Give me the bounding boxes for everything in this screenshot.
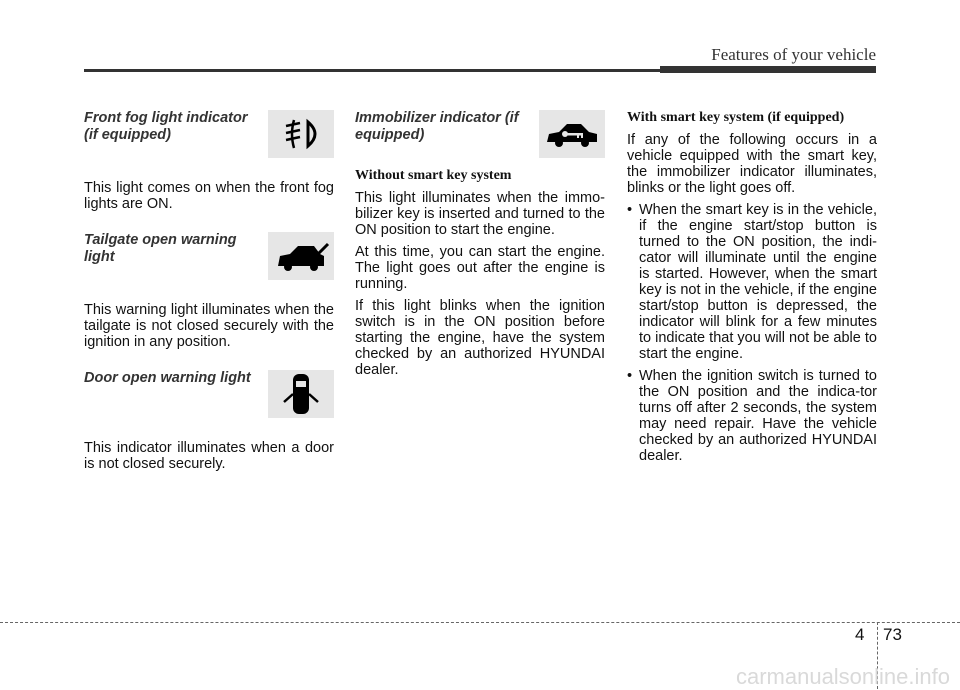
page-number: 73 [883,625,902,644]
immobilizer-car-key-icon [539,110,605,158]
list-item [627,368,877,464]
bullet-icon: • [627,368,633,384]
tailgate-body: This warning light illuminates when the tailgate is not closed securely with the ignition in any position. [84,302,334,350]
fog-title: Front fog light indicator (if equipped) [84,110,248,143]
bullet-icon: • [627,202,633,218]
tailgate-open-icon [268,232,334,280]
fog-body: This light comes on when the front fog lights are ON. [84,180,334,212]
immobilizer-p3: If this light blinks when the ignition switch is in the ON position before starting the engine, have the system checked by an authorized HYUNDAI dealer. [355,298,605,378]
tailgate-section [84,232,334,302]
column-2 [355,110,605,384]
chapter-number: 4 [855,625,865,644]
immobilizer-section [355,110,605,168]
smart-key-bullet-list [627,202,877,464]
door-section [84,370,334,440]
header-rule-bold [660,66,876,73]
bullet-text: When the smart key is in the vehicle, if the engine start/stop button is turned to the ON position, the indi-cator will illuminate until the engine is started. However, when the smart key is not in the vehicle, if the engine start/stop button is depressed, the indicator will blink for a few minutes to indicate that you will not be able to start the engine. [639,202,877,362]
header-title: Features of your vehicle [711,45,876,64]
door-title: Door open warning light [84,370,251,386]
fog-section [84,110,334,180]
immobilizer-p2: At this time, you can start the engine. The light goes out after the engine is running. [355,244,605,292]
without-smart-key-heading: Without smart key system [355,168,512,183]
immobilizer-p1: This light illuminates when the immo-bilizer key is inserted and turned to the ON position to start the engine. [355,190,605,238]
smart-key-intro: If any of the following occurs in a vehicle equipped with the smart key, the immobilizer indicator illuminates, blinks or the light goes off. [627,132,877,196]
footer-rule [0,622,960,623]
door-open-icon [268,370,334,418]
immobilizer-title: Immobilizer indicator (if equipped) [355,110,519,143]
with-smart-key-heading: With smart key system (if equipped) [627,110,845,125]
watermark: carmanualsonline.info [735,664,950,689]
door-body: This indicator illuminates when a door is not closed securely. [84,440,334,472]
list-item [627,202,877,362]
tailgate-title: Tailgate open warning light [84,232,237,265]
column-1 [84,110,334,478]
column-3 [627,110,877,470]
bullet-text: When the ignition switch is turned to the ON position and the indica-tor turns off after 2 seconds, the system may need repair. Have the vehicle checked by an authorized HYUNDAI dealer. [639,368,877,464]
fog-light-icon [268,110,334,158]
